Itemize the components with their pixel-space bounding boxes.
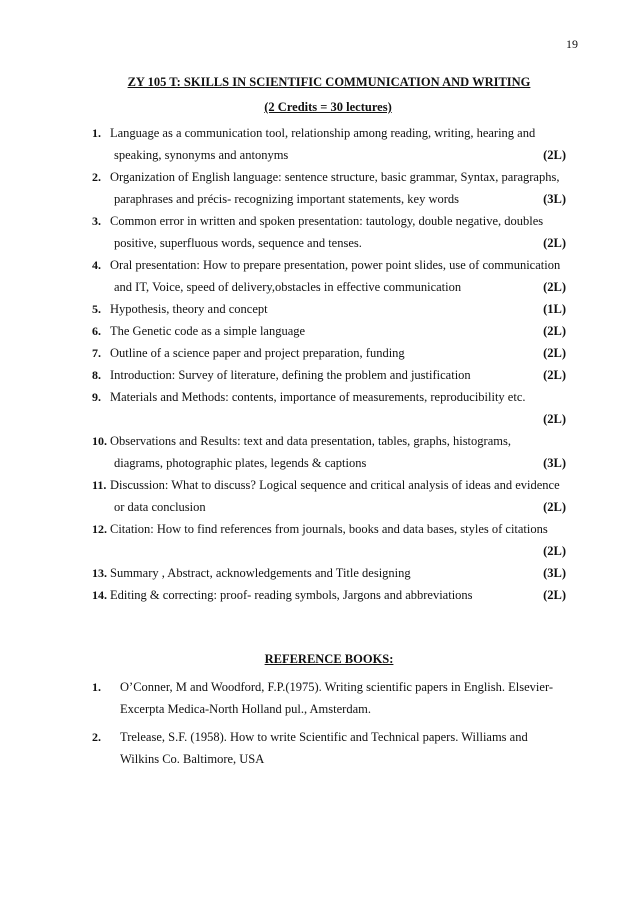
reference-number: 1. [92, 680, 101, 694]
topic-number: 3. [92, 214, 101, 228]
topic-number: 14. [92, 588, 107, 602]
topic-text: positive, superfluous words, sequence and tenses. [114, 236, 362, 250]
topic-number: 7. [92, 346, 101, 360]
topic-item [92, 342, 566, 364]
topic-item [92, 210, 566, 254]
topic-number: 8. [92, 368, 101, 382]
lecture-count: (2L) [543, 236, 566, 250]
topic-text: Citation: How to find references from journals, books and data bases, styles of citations [110, 522, 548, 536]
topic-item [92, 166, 566, 210]
topic-text: diagrams, photographic plates, legends & captions [114, 456, 367, 470]
topic-list [92, 122, 566, 606]
topic-text: and IT, Voice, speed of delivery,obstacles in effective communication [114, 280, 462, 294]
references-heading: REFERENCE BOOKS: [264, 652, 394, 666]
topic-item [92, 298, 566, 320]
topic-item [92, 562, 566, 584]
lecture-count: (3L) [543, 566, 566, 580]
lecture-count: (3L) [543, 456, 566, 470]
topic-item [92, 122, 566, 166]
topic-number: 6. [92, 324, 101, 338]
topic-item [92, 430, 566, 474]
reference-item [92, 726, 578, 770]
lecture-count: (2L) [543, 148, 566, 162]
topic-number: 9. [92, 390, 101, 404]
topic-text: speaking, synonyms and antonyms [114, 148, 289, 162]
topic-text: Observations and Results: text and data presentation, tables, graphs, histograms, [110, 434, 511, 448]
reference-number: 2. [92, 730, 101, 744]
topic-text: or data conclusion [114, 500, 206, 514]
lecture-count: (2L) [543, 368, 566, 382]
topic-number: 12. [92, 522, 107, 536]
lecture-count: (2L) [543, 280, 566, 294]
reference-list [92, 676, 578, 776]
topic-item [92, 364, 566, 386]
topic-text: Common error in written and spoken presentation: tautology, double negative, doubles [110, 214, 544, 228]
topic-text: The Genetic code as a simple language [110, 324, 306, 338]
reference-text: Wilkins Co. Baltimore, USA [120, 752, 265, 766]
lecture-count: (2L) [543, 346, 566, 360]
lecture-count: (2L) [543, 500, 566, 514]
reference-text: Trelease, S.F. (1958). How to write Scientific and Technical papers. Williams and [120, 730, 528, 744]
topic-text: paraphrases and précis- recognizing important statements, key words [114, 192, 460, 206]
topic-text: Oral presentation: How to prepare presentation, power point slides, use of communication [110, 258, 561, 272]
topic-text: Organization of English language: sentence structure, basic grammar, Syntax, paragraphs, [110, 170, 560, 184]
reference-text: Excerpta Medica-North Holland pul., Amsterdam. [120, 702, 371, 716]
topic-number: 10. [92, 434, 107, 448]
topic-item [92, 386, 566, 430]
topic-number: 5. [92, 302, 101, 316]
lecture-count: (1L) [543, 302, 566, 316]
topic-number: 1. [92, 126, 101, 140]
topic-item [92, 518, 566, 562]
topic-item [92, 254, 566, 298]
topic-item [92, 584, 566, 606]
topic-text [110, 408, 114, 430]
topic-text: Outline of a science paper and project preparation, funding [110, 346, 405, 360]
lecture-count: (2L) [543, 588, 566, 602]
topic-text: Discussion: What to discuss? Logical sequence and critical analysis of ideas and evidence [110, 478, 560, 492]
page-number: 19 [566, 37, 578, 51]
topic-text: Editing & correcting: proof- reading symbols, Jargons and abbreviations [110, 588, 473, 602]
topic-text [110, 540, 114, 562]
topic-text: Language as a communication tool, relationship among reading, writing, hearing and [110, 126, 536, 140]
lecture-count: (2L) [543, 412, 566, 426]
topic-number: 2. [92, 170, 101, 184]
topic-number: 13. [92, 566, 107, 580]
topic-item [92, 320, 566, 342]
lecture-count: (2L) [543, 324, 566, 338]
course-title: ZY 105 T: SKILLS IN SCIENTIFIC COMMUNICATION AND WRITING [127, 75, 531, 89]
lecture-count: (3L) [543, 192, 566, 206]
topic-item [92, 474, 566, 518]
topic-text: Hypothesis, theory and concept [110, 302, 268, 316]
course-credits: (2 Credits = 30 lectures) [264, 100, 392, 114]
topic-number: 11. [92, 478, 107, 492]
reference-item [92, 676, 578, 720]
topic-number: 4. [92, 258, 101, 272]
topic-text: Summary , Abstract, acknowledgements and Title designing [110, 566, 411, 580]
topic-text: Introduction: Survey of literature, defining the problem and justification [110, 368, 471, 382]
lecture-count: (2L) [543, 544, 566, 558]
reference-text: O’Conner, M and Woodford, F.P.(1975). Writing scientific papers in English. Elsevier- [120, 680, 554, 694]
topic-text: Materials and Methods: contents, importance of measurements, reproducibility etc. [110, 390, 526, 404]
